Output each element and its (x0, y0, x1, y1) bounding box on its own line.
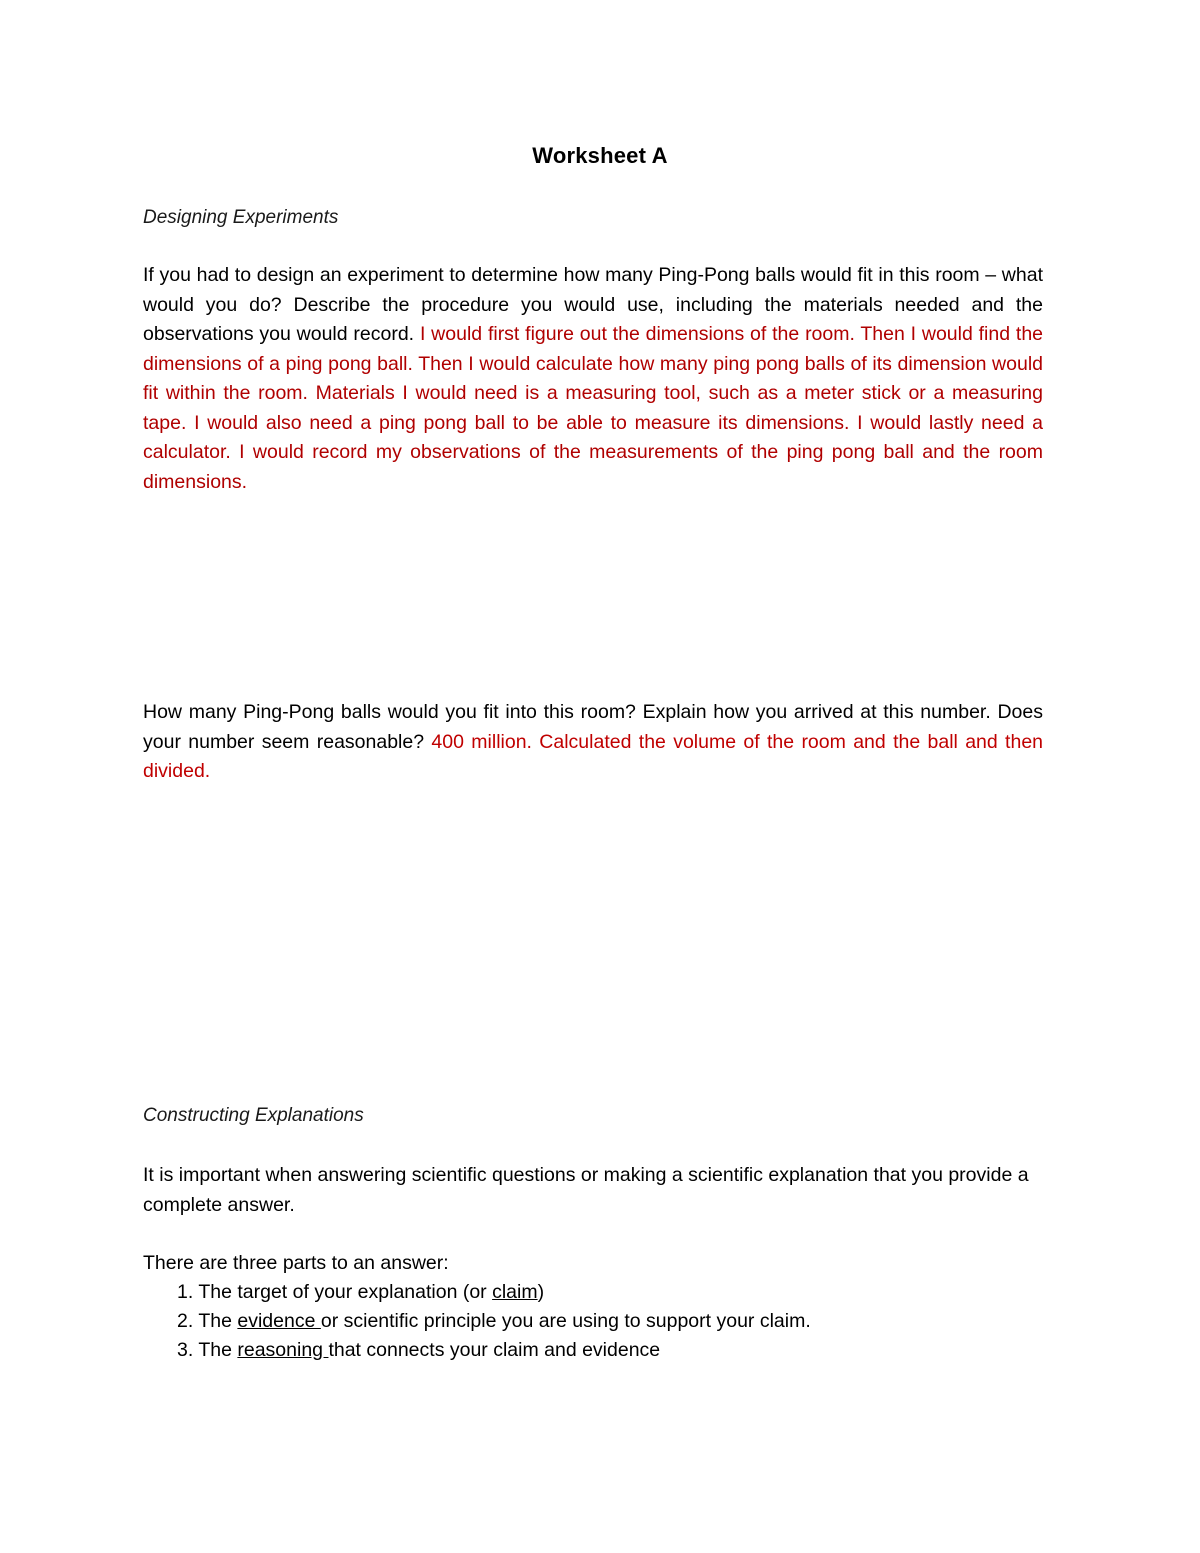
list-item-text-before: The target of your explanation (or (198, 1281, 493, 1303)
answer-parts-list (177, 1278, 1057, 1365)
list-item (177, 1278, 1057, 1307)
list-item-text-after: that connects your claim and evidence (328, 1339, 661, 1361)
question-2-text: How many Ping-Pong balls would you fit into this room? Explain how you arrived at this number. Does your number seem reasonable? (143, 701, 1043, 753)
list-item-key-term: evidence (237, 1310, 321, 1332)
answer-1-text: I would first figure out the dimensions of the room. Then I would find the dimensions of a ping pong ball. Then I would calculate how many ping pong balls of its dimension would fit within the room. Materials I would need is a measuring tool, such as a meter stick or a measuring tape. I would also need a ping pong ball to be able to measure its dimensions. I would lastly need a calculator. I would record my observations of the measurements of the ping pong ball and the room dimensions. (143, 323, 1044, 493)
question-1-paragraph (143, 261, 1043, 497)
list-item-text-after: or scientific principle you are using to support your claim. (320, 1310, 811, 1332)
worksheet-title: Worksheet A (532, 143, 668, 168)
list-item-key-term: claim (492, 1281, 538, 1303)
list-item (177, 1307, 1057, 1336)
question-1-text: If you had to design an experiment to determine how many Ping-Pong balls would fit in this room – what would you do? Describe the procedure you would use, including the materials needed and the observations you would record. (143, 264, 1043, 345)
list-item-number: 2. (177, 1310, 194, 1332)
constructing-explanations-intro: It is important when answering scientific questions or making a scientific explanation that you provide a complete answer. (143, 1164, 1029, 1216)
list-item-text-after: ) (537, 1281, 545, 1303)
section-heading-designing-experiments: Designing Experiments (143, 207, 339, 228)
list-item-text-before: The (198, 1339, 238, 1361)
list-intro: There are three parts to an answer: (143, 1252, 449, 1274)
question-2-paragraph (143, 698, 1043, 787)
list-item-number: 3. (177, 1339, 194, 1361)
list-item-number: 1. (177, 1281, 194, 1303)
answer-2-text: 400 million. Calculated the volume of the room and the ball and then divided. (143, 730, 1044, 782)
section-heading-constructing-explanations: Constructing Explanations (143, 1105, 364, 1126)
list-item (177, 1336, 1057, 1365)
list-item-text-before: The (198, 1310, 238, 1332)
list-item-key-term: reasoning (237, 1339, 329, 1361)
